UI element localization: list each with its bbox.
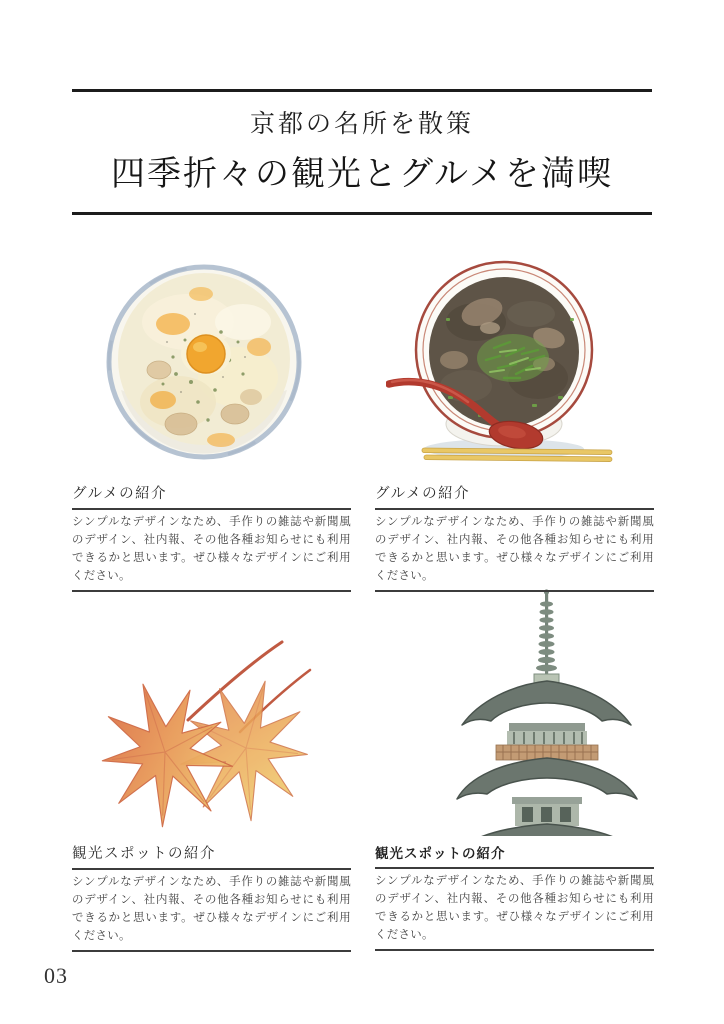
noodle-soup-illustration (386, 256, 626, 471)
section-rule (72, 950, 351, 952)
section-rule (375, 949, 654, 951)
page-number: 03 (44, 963, 68, 988)
section-spot-1 (72, 842, 351, 952)
pagoda-body (515, 804, 579, 826)
section-gourmet-2 (375, 482, 654, 592)
page-title: 四季折々の観光とグルメを満喫 (111, 156, 613, 193)
section-body: シンプルなデザインなため、手作りの雑誌や新聞風のデザイン、社内報、その他各種お知らせにも利用できるかと思います。ぜひ様々なデザインにご利用ください。 (72, 876, 351, 943)
section-heading: 観光スポットの紹介 (375, 846, 506, 861)
pagoda-roof (452, 824, 642, 836)
section-heading: グルメの紹介 (72, 486, 168, 502)
section-rule (72, 590, 351, 592)
section-gourmet-1 (72, 482, 351, 592)
section-body: シンプルなデザインなため、手作りの雑誌や新聞風のデザイン、社内報、その他各種お知らせにも利用できるかと思います。ぜひ様々なデザインにご利用ください。 (72, 516, 351, 583)
section-spot-2 (375, 842, 654, 951)
header-bottom-rule (72, 212, 652, 215)
maple-leaves-illustration (70, 640, 332, 840)
header-top-rule (72, 89, 652, 92)
section-heading: グルメの紹介 (375, 486, 471, 502)
pagoda-roof (462, 681, 631, 731)
section-heading: 観光スポットの紹介 (72, 846, 216, 862)
section-body: シンプルなデザインなため、手作りの雑誌や新聞風のデザイン、社内報、その他各種お知らせにも利用できるかと思います。ぜひ様々なデザインにご利用ください。 (375, 875, 654, 942)
pagoda-roof (457, 758, 637, 804)
leaf-stem (188, 642, 282, 720)
pagoda-spire (534, 589, 559, 685)
section-rule (375, 590, 654, 592)
page-subtitle: 京都の名所を散策 (249, 111, 474, 138)
rice-bowl-illustration (103, 262, 305, 468)
pagoda-bracket-row (507, 731, 587, 745)
section-body: シンプルなデザインなため、手作りの雑誌や新聞風のデザイン、社内報、その他各種お知らせにも利用できるかと思います。ぜひ様々なデザインにご利用ください。 (375, 516, 654, 583)
pagoda-illustration (452, 586, 642, 836)
